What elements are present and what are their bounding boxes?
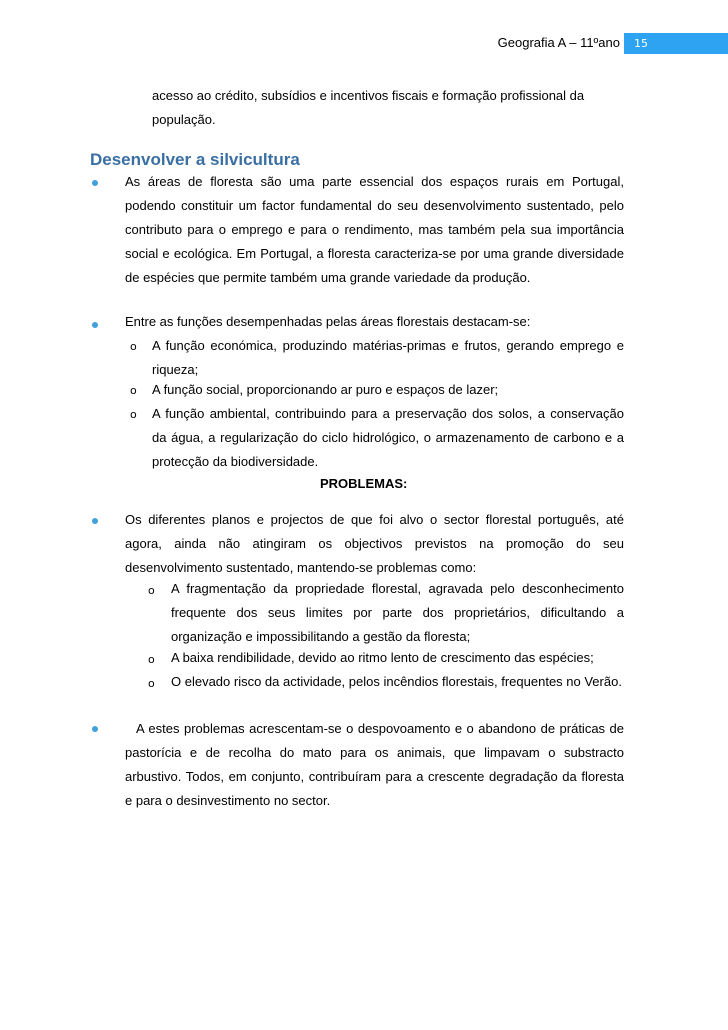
page-number-badge: 15 (624, 33, 728, 54)
circle-bullet-icon: o (130, 384, 137, 397)
paragraph-functions-intro: Entre as funções desempenhadas pelas áreas florestais destacam-se: (125, 314, 531, 329)
circle-bullet-icon: o (148, 677, 155, 690)
problems-heading: PROBLEMAS: (320, 476, 408, 491)
paragraph-forest-importance: As áreas de floresta são uma parte essencial dos espaços rurais em Portugal, podendo constituir um factor fundamental do seu desenvolvimento sustentado, pelo contributo para o emprego e para o rendimento, mas também pela sua importância social e ecológica. Em Portugal, a floresta caracteriza-se por uma grande diversidade de espécies que permite também uma grande variedade da produção. (125, 174, 624, 285)
function-item-environmental: A função ambiental, contribuindo para a preservação dos solos, a conservação da água, a regularização do ciclo hidrológico, o armazenamento de carbono e a protecção da biodiversidade. (152, 406, 624, 469)
intro-line-2: população. (152, 112, 216, 127)
circle-bullet-icon: o (148, 653, 155, 666)
problem-item-fire-risk: O elevado risco da actividade, pelos incêndios florestais, frequentes no Verão. (171, 674, 622, 689)
problem-item-low-profitability: A baixa rendibilidade, devido ao ritmo lento de crescimento das espécies; (171, 650, 594, 665)
function-item-economic: A função económica, produzindo matérias-primas e frutos, gerando emprego e riqueza; (152, 338, 624, 377)
bullet-icon (92, 518, 98, 524)
problem-item-fragmentation: A fragmentação da propriedade florestal, agravada pelo desconhecimento frequente dos seus limites por parte dos proprietários, dificultando a organização e impossibilitando a gestão da floresta; (171, 581, 624, 644)
circle-bullet-icon: o (148, 584, 155, 597)
section-heading: Desenvolver a silvicultura (90, 150, 300, 169)
paragraph-plans: Os diferentes planos e projectos de que foi alvo o sector florestal português, até agora, ainda não atingiram os objectivos previstos na promoção do seu desenvolvimento sustentado, mantendo-se problemas como: (125, 512, 624, 575)
function-item-social: A função social, proporcionando ar puro e espaços de lazer; (152, 382, 499, 397)
paragraph-abandonment: A estes problemas acrescentam-se o despovoamento e o abandono de práticas de pastorícia e de recolha do mato para os animais, que limpavam o substracto arbustivo. Todos, em conjunto, contribuíram para a crescente degradação da floresta e para o desinvestimento no sector. (125, 721, 624, 808)
bullet-icon (92, 726, 98, 732)
intro-line-1: acesso ao crédito, subsídios e incentivos fiscais e formação profissional da (152, 88, 585, 103)
bullet-icon (92, 180, 98, 186)
circle-bullet-icon: o (130, 340, 137, 353)
circle-bullet-icon: o (130, 408, 137, 421)
bullet-icon (92, 322, 98, 328)
running-header-title: Geografia A – 11ºano (497, 35, 620, 50)
